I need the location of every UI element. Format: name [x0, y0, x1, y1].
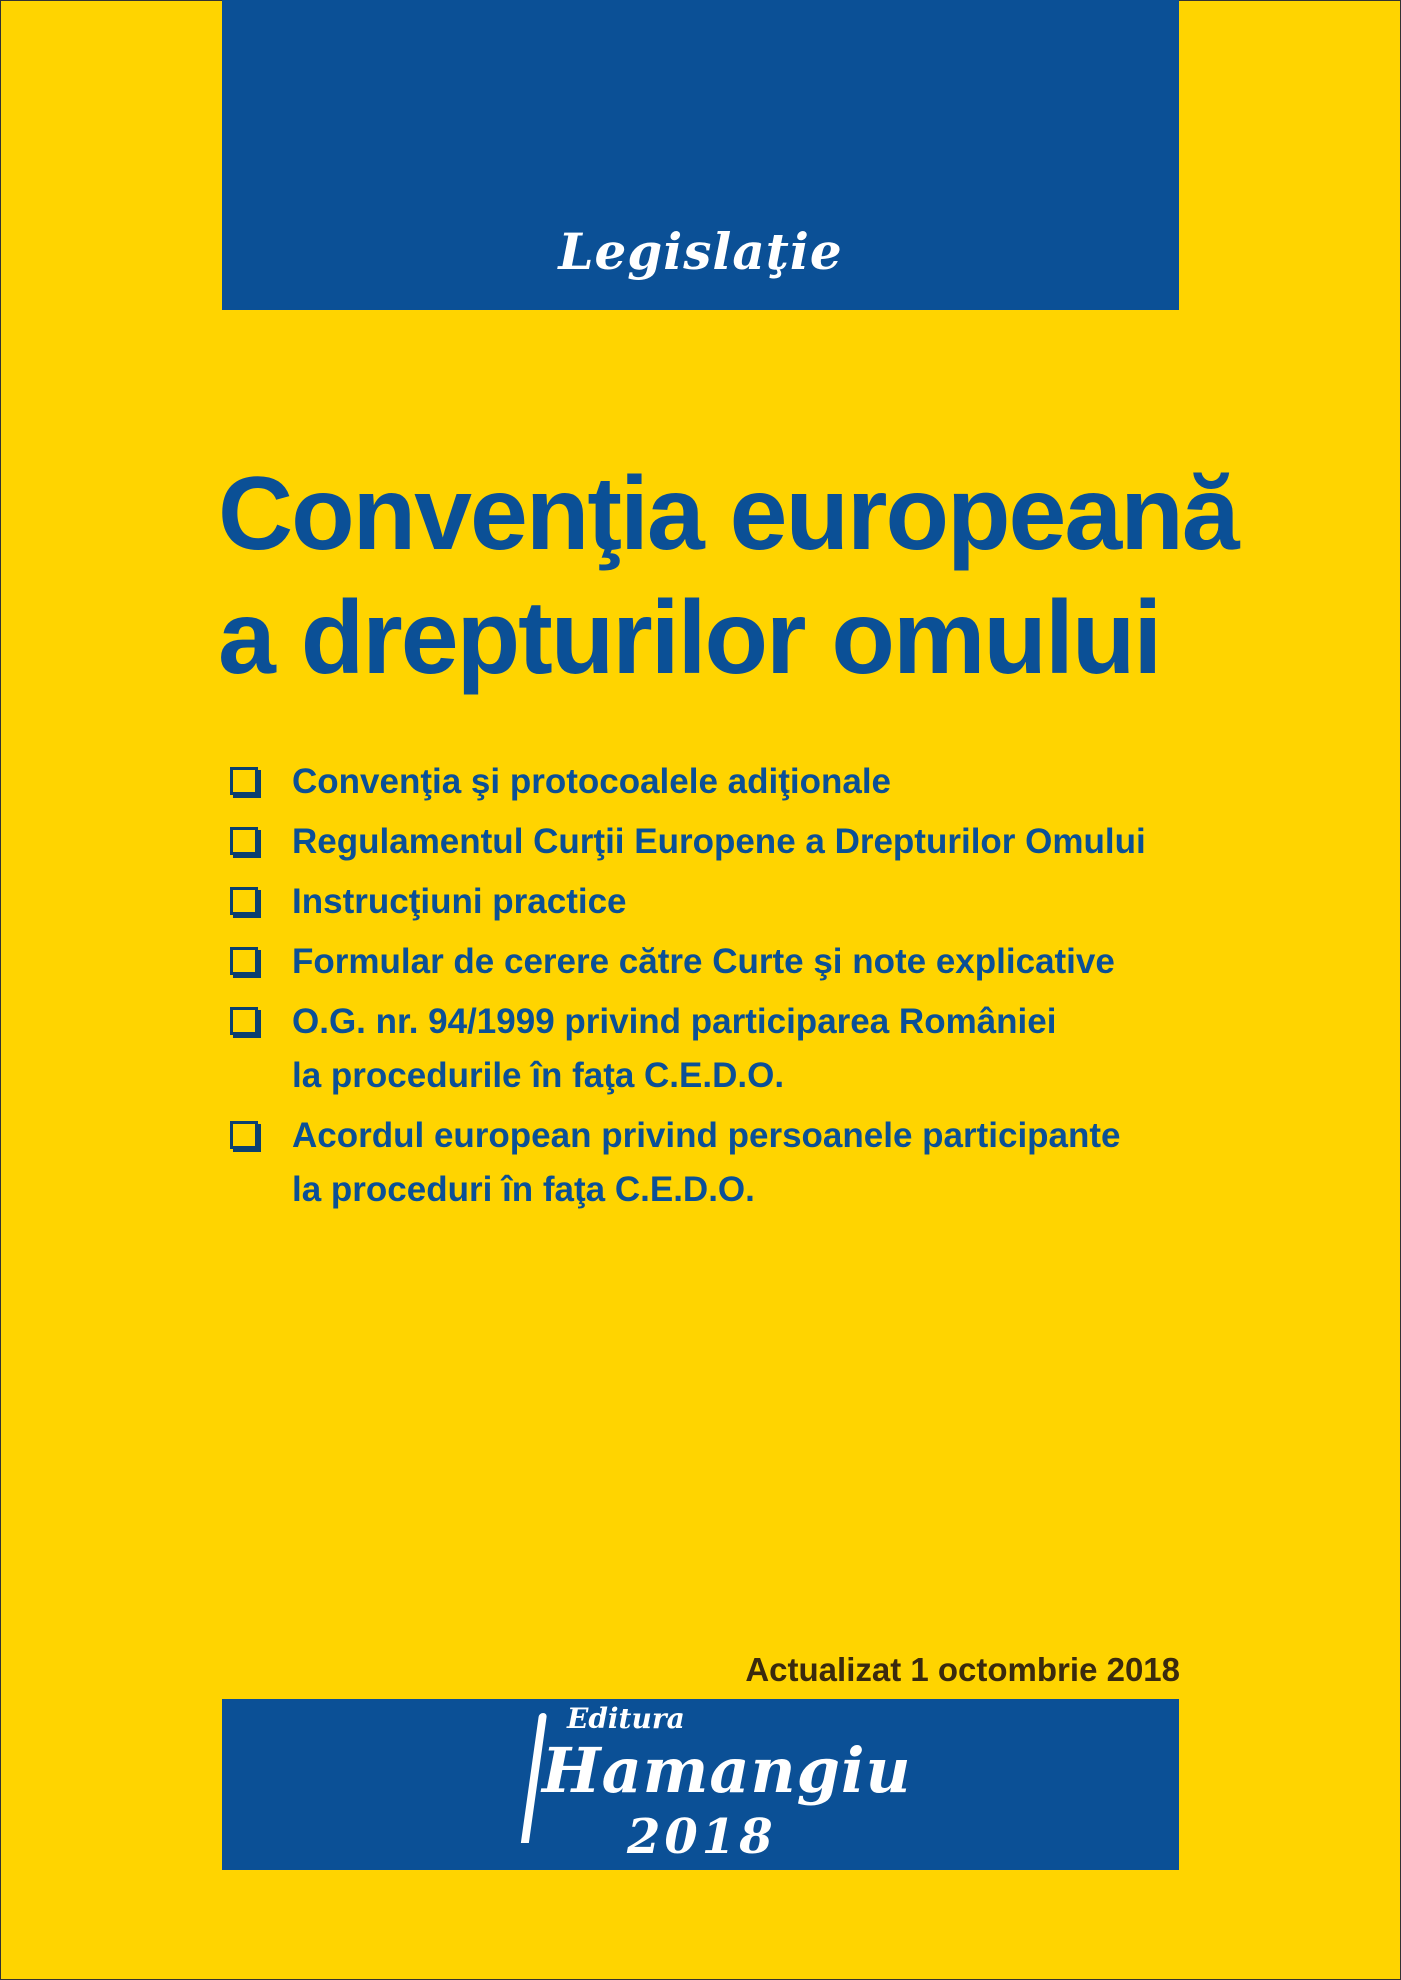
list-item: [228, 815, 1146, 869]
series-banner: [222, 0, 1179, 310]
update-date: Actualizat 1 octombrie 2018: [745, 1651, 1180, 1688]
publisher-year: 2018: [627, 1809, 777, 1865]
checkbox-icon: [230, 1121, 258, 1149]
item-text-cont: la procedurile în faţa C.E.D.O.: [292, 1056, 785, 1095]
item-text: Formular de cerere către Curte şi note explicative: [292, 942, 1115, 981]
series-label: Legislaţie: [558, 222, 843, 281]
book-title: [218, 452, 1238, 700]
item-text-cont: la proceduri în faţa C.E.D.O.: [292, 1170, 755, 1209]
checkbox-icon: [230, 827, 258, 855]
list-item: [228, 875, 1146, 929]
item-text: O.G. nr. 94/1999 privind participarea României: [292, 1002, 1057, 1041]
list-item: [228, 1109, 1146, 1217]
list-item: [228, 935, 1146, 989]
publisher-name: Hamangiu: [542, 1734, 912, 1807]
title-line-1: Convenţia europeană: [218, 456, 1238, 572]
publisher-banner: [222, 1699, 1179, 1870]
list-item: [228, 995, 1146, 1103]
list-item: [228, 755, 1146, 809]
publisher-prefix: Editura: [567, 1702, 685, 1735]
contents-list: [228, 755, 1146, 1223]
checkbox-icon: [230, 887, 258, 915]
checkbox-icon: [230, 1007, 258, 1035]
item-text: Instrucţiuni practice: [292, 882, 627, 921]
checkbox-icon: [230, 767, 258, 795]
title-line-2: a drepturilor omului: [218, 580, 1161, 696]
publisher-logo: [222, 1699, 1179, 1870]
item-text: Acordul european privind persoanele participante: [292, 1116, 1121, 1155]
item-text: Regulamentul Curţii Europene a Drepturilor Omului: [292, 822, 1146, 861]
checkbox-icon: [230, 947, 258, 975]
item-text: Convenţia şi protocoalele adiţionale: [292, 762, 892, 801]
